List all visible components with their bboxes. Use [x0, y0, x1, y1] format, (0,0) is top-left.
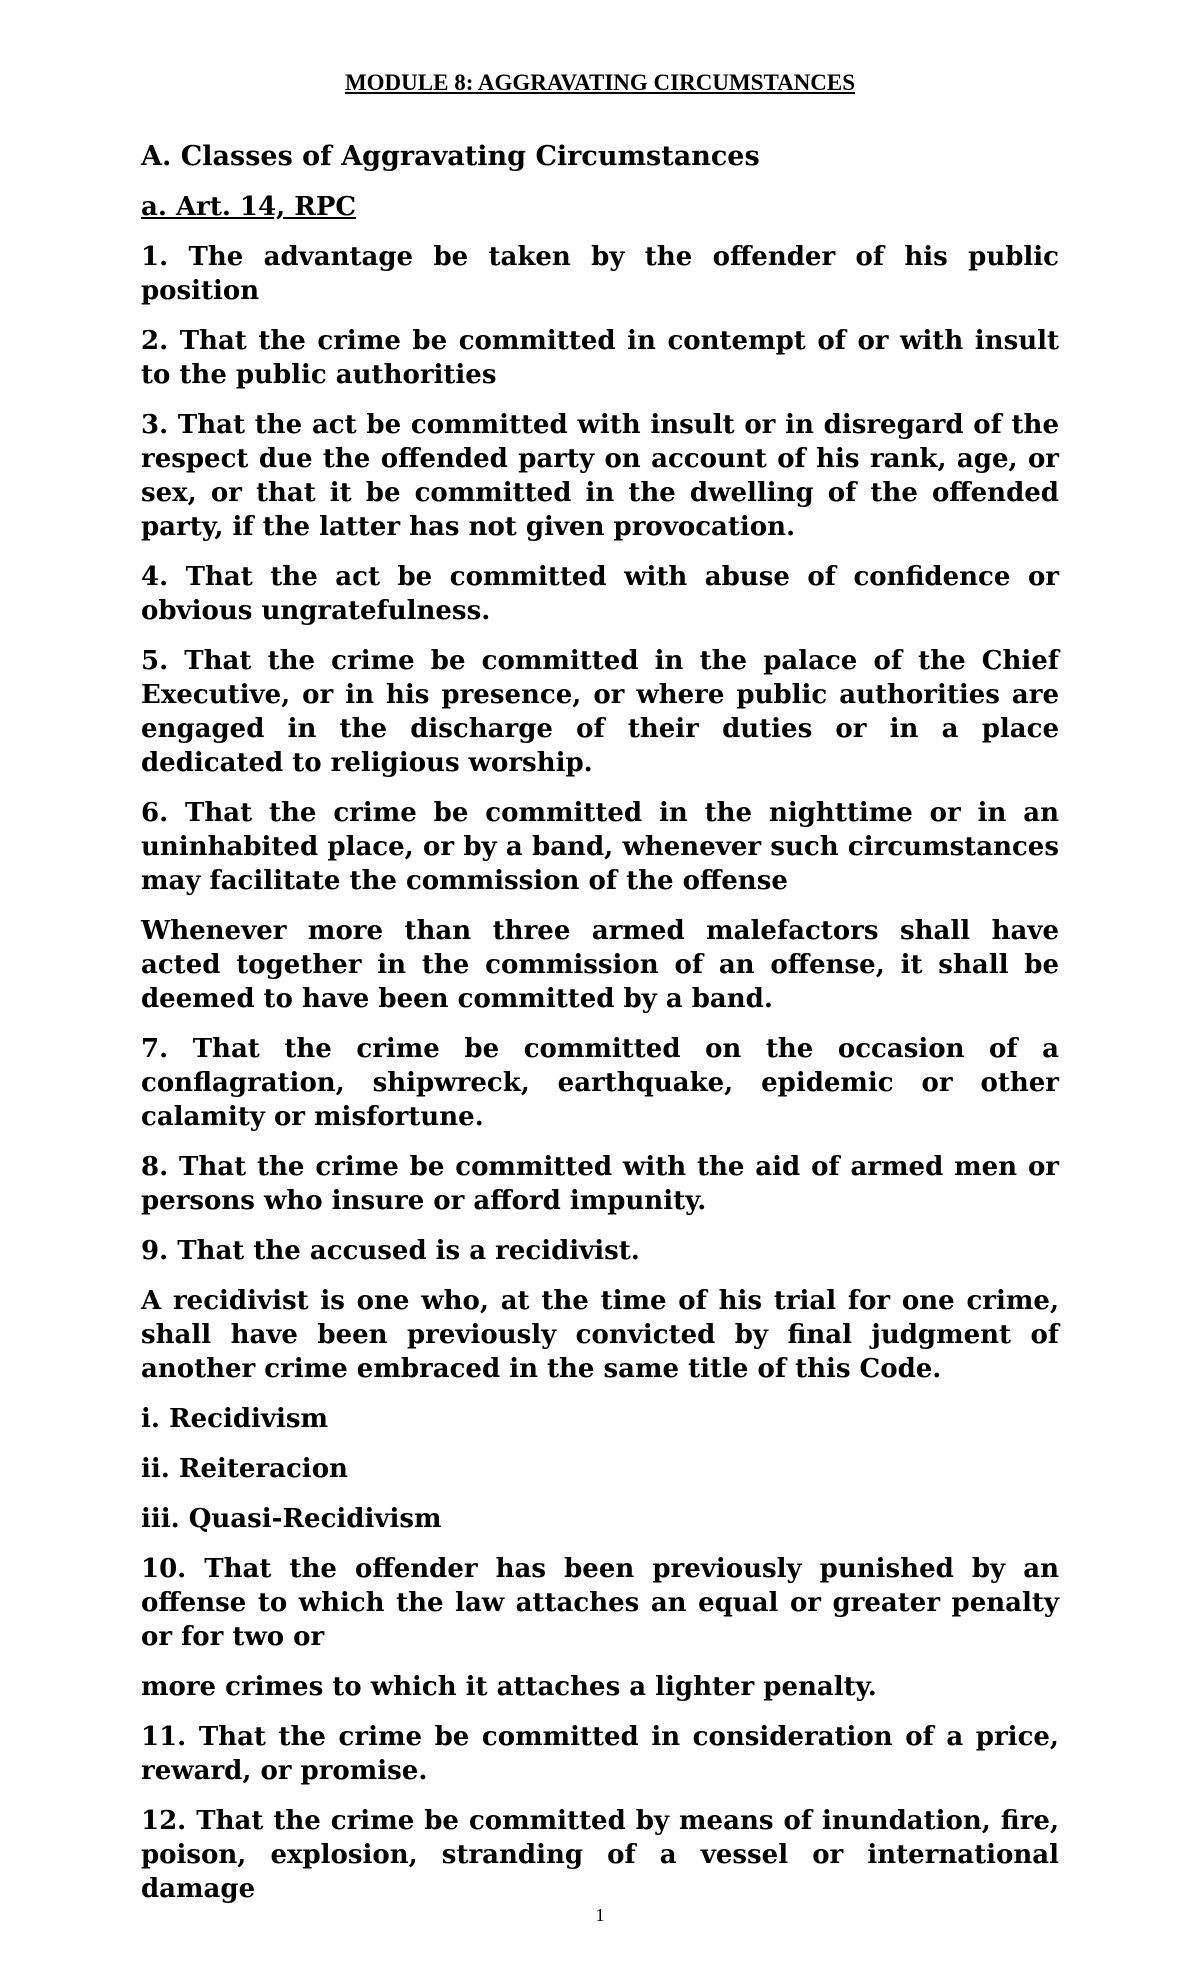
paragraph-item-7: 7. That the crime be committed on the occasion of a conflagration, shipwreck, earthquake, epidemic or other calamity or misfortune.: [141, 1034, 1059, 1132]
paragraph-quasi-recidivism: iii. Quasi-Recidivism: [141, 1504, 442, 1534]
paragraph-item-10-continued: more crimes to which it attaches a lighter penalty.: [141, 1672, 877, 1702]
paragraph-recidivist-definition: A recidivist is one who, at the time of his trial for one crime, shall have been previously convicted by final judgment of another crime embraced in the same title of this Code.: [141, 1286, 1059, 1384]
paragraph-item-12: 12. That the crime be committed by means of inundation, fire, poison, explosion, stranding of a vessel or international damage: [141, 1806, 1059, 1904]
paragraph-item-9: 9. That the accused is a recidivist.: [141, 1236, 640, 1266]
paragraph-item-11: 11. That the crime be committed in consideration of a price, reward, or promise.: [141, 1722, 1059, 1786]
paragraph-item-1: 1. The advantage be taken by the offender of his public position: [141, 242, 1059, 306]
section-heading: A. Classes of Aggravating Circumstances: [141, 141, 760, 172]
paragraph-reiteracion: ii. Reiteracion: [141, 1454, 348, 1484]
paragraph-recidivism: i. Recidivism: [141, 1404, 329, 1434]
subheading-article: a. Art. 14, RPC: [141, 192, 357, 222]
paragraph-item-2: 2. That the crime be committed in contempt of or with insult to the public authorities: [141, 326, 1059, 390]
paragraph-item-6: 6. That the crime be committed in the nighttime or in an uninhabited place, or by a band, whenever such circumstances may facilitate the commission of the offense: [141, 798, 1059, 896]
paragraph-item-8: 8. That the crime be committed with the aid of armed men or persons who insure or afford impunity.: [141, 1152, 1059, 1216]
page-number: 1: [595, 1905, 605, 1925]
paragraph-item-3: 3. That the act be committed with insult or in disregard of the respect due the offended party on account of his rank, age, or sex, or that it be committed in the dwelling of the offended party, if the latter has not given provocation.: [141, 410, 1059, 542]
paragraph-item-10: 10. That the offender has been previously punished by an offense to which the law attaches an equal or greater penalty or for two or: [141, 1554, 1059, 1652]
paragraph-item-5: 5. That the crime be committed in the palace of the Chief Executive, or in his presence, or where public authorities are engaged in the discharge of their duties or in a place dedicated to religious worship.: [141, 646, 1059, 778]
document-body: [141, 140, 1059, 1922]
module-title: MODULE 8: AGGRAVATING CIRCUMSTANCES: [344, 70, 856, 95]
paragraph-band-definition: Whenever more than three armed malefactors shall have acted together in the commission of an offense, it shall be deemed to have been committed by a band.: [141, 916, 1059, 1014]
paragraph-item-4: 4. That the act be committed with abuse of confidence or obvious ungratefulness.: [141, 562, 1059, 626]
